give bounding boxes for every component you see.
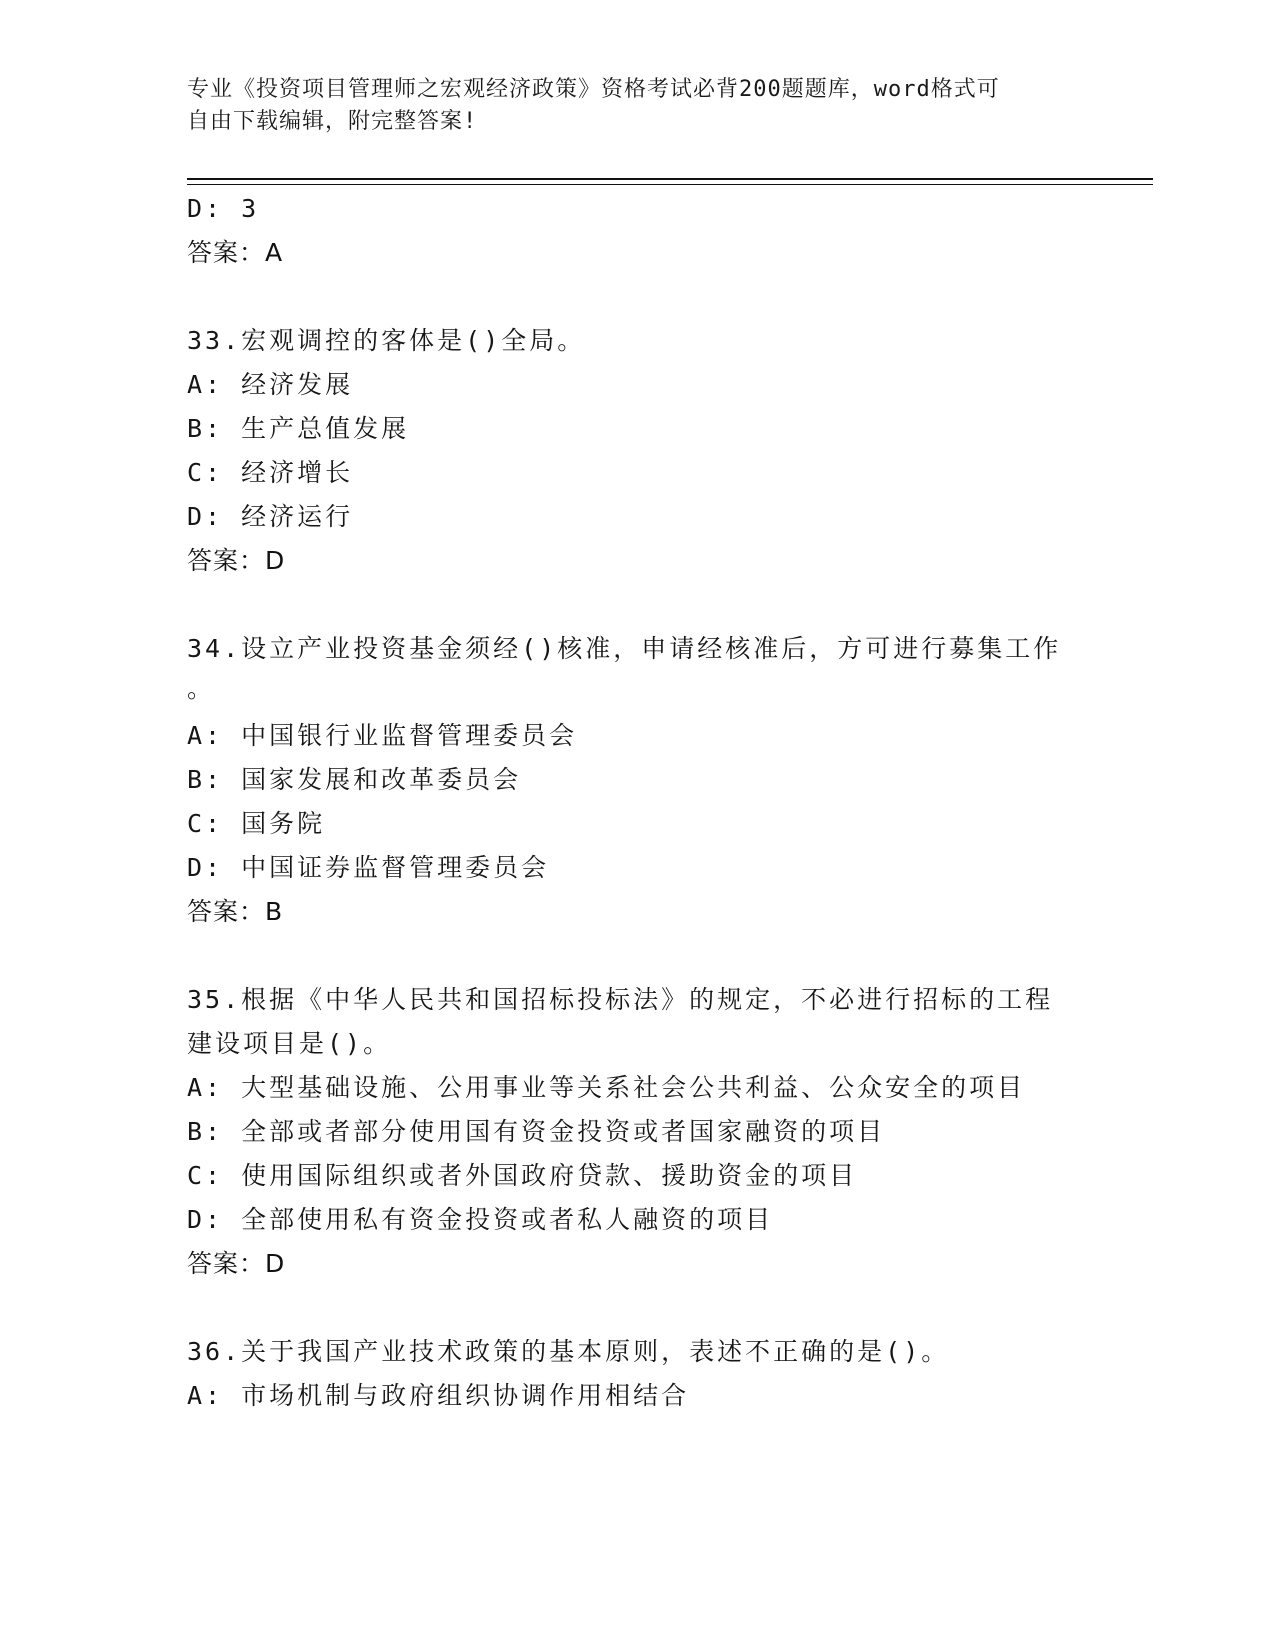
q34-answer: 答案：B xyxy=(187,897,284,926)
q33-option-d: D: 经济运行 xyxy=(187,502,354,531)
q33-stem: 33.宏观调控的客体是()全局。 xyxy=(187,326,586,355)
q34-stem-line-1: 34.设立产业投资基金须经()核准，申请经核准后，方可进行募集工作 xyxy=(187,634,1062,663)
q35-option-c: C: 使用国际组织或者外国政府贷款、援助资金的项目 xyxy=(187,1161,858,1190)
q33-answer: 答案：D xyxy=(187,546,286,575)
q35-stem-line-1: 35.根据《中华人民共和国招标投标法》的规定，不必进行招标的工程 xyxy=(187,985,1054,1014)
q35-stem-line-2: 建设项目是()。 xyxy=(187,1029,392,1058)
header-divider-thin xyxy=(187,184,1153,185)
q34-option-b: B: 国家发展和改革委员会 xyxy=(187,765,522,794)
q34-option-d: D: 中国证券监督管理委员会 xyxy=(187,853,550,882)
q33-option-a: A: 经济发展 xyxy=(187,370,354,399)
q34-stem-line-2: 。 xyxy=(187,674,216,703)
q35-option-d: D: 全部使用私有资金投资或者私人融资的项目 xyxy=(187,1205,774,1234)
q35-answer: 答案：D xyxy=(187,1249,286,1278)
q34-option-a: A: 中国银行业监督管理委员会 xyxy=(187,721,578,750)
q33-option-c: C: 经济增长 xyxy=(187,458,354,487)
header-line-1: 专业《投资项目管理师之宏观经济政策》资格考试必背200题题库，word格式可 xyxy=(187,77,1000,102)
q36-stem: 36.关于我国产业技术政策的基本原则，表述不正确的是()。 xyxy=(187,1337,950,1366)
document-header xyxy=(187,74,1087,138)
prev-option-d: D: 3 xyxy=(187,194,260,223)
header-divider-thick xyxy=(187,178,1153,180)
header-line-2: 自由下载编辑，附完整答案! xyxy=(187,109,478,134)
q33-option-b: B: 生产总值发展 xyxy=(187,414,410,443)
q34-option-c: C: 国务院 xyxy=(187,809,326,838)
prev-answer: 答案：A xyxy=(187,238,284,267)
q36-option-a: A: 市场机制与政府组织协调作用相结合 xyxy=(187,1381,690,1410)
q35-option-a: A: 大型基础设施、公用事业等关系社会公共利益、公众安全的项目 xyxy=(187,1073,1026,1102)
q35-option-b: B: 全部或者部分使用国有资金投资或者国家融资的项目 xyxy=(187,1117,886,1146)
